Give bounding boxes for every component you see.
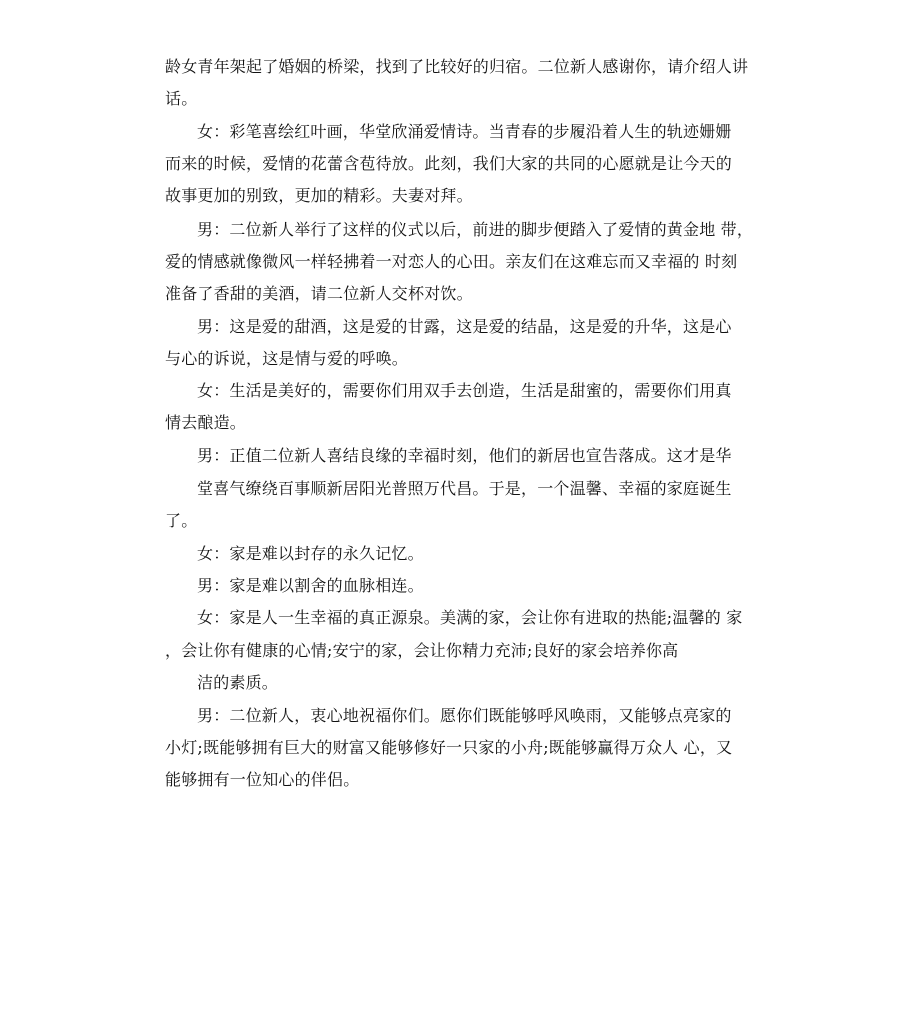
text-line: 女：家是人一生幸福的真正源泉。美满的家，会让你有进取的热能;温馨的 家: [197, 608, 743, 627]
text-line: 准备了香甜的美酒，请二位新人交杯对饮。: [165, 284, 473, 303]
text-line: 男：家是难以割舍的血脉相连。: [197, 576, 424, 595]
text-line: 男：二位新人，衷心地祝福你们。愿你们既能够呼风唤雨，又能够点亮家的: [197, 706, 732, 725]
text-line: 小灯;既能够拥有巨大的财富又能够修好一只家的小舟;既能够赢得万众人 心，又: [165, 738, 733, 757]
text-line: 话。: [165, 89, 198, 108]
text-line: 故事更加的别致，更加的精彩。夫妻对拜。: [165, 186, 473, 205]
text-line: 男：正值二位新人喜结良缘的幸福时刻，他们的新居也宣告落成。这才是华: [197, 446, 732, 465]
text-line: 与心的诉说，这是情与爱的呼唤。: [165, 349, 409, 368]
text-line: ，会让你有健康的心情;安宁的家，会让你精力充沛;良好的家会培养你高: [165, 641, 679, 660]
text-line: 能够拥有一位知心的伴侣。: [165, 770, 360, 789]
text-line: 女：生活是美好的，需要你们用双手去创造，生活是甜蜜的，需要你们用真: [197, 381, 732, 400]
text-line: 男：这是爱的甜酒，这是爱的甘露，这是爱的结晶，这是爱的升华，这是心: [197, 317, 732, 336]
text-line: 爱的情感就像微风一样轻拂着一对恋人的心田。亲友们在这难忘而又幸福的 时刻: [165, 252, 738, 271]
text-line: 而来的时候，爱情的花蕾含苞待放。此刻，我们大家的共同的心愿就是让今天的: [165, 154, 733, 173]
text-line: 堂喜气缭绕百事顺新居阳光普照万代昌。于是，一个温馨、幸福的家庭诞生: [197, 479, 732, 498]
text-line: 洁的素质。: [197, 673, 279, 692]
text-line: 龄女青年架起了婚姻的桥梁，找到了比较好的归宿。二位新人感谢你，请介绍人讲: [165, 57, 749, 76]
text-line: 女：家是难以封存的永久记忆。: [197, 544, 424, 563]
text-line: 了。: [165, 511, 198, 530]
text-line: 女：彩笔喜绘红叶画，华堂欣涌爱情诗。当青春的步履沿着人生的轨迹姗姗: [197, 122, 732, 141]
text-line: 情去酿造。: [165, 413, 247, 432]
text-line: 男：二位新人举行了这样的仪式以后，前进的脚步便踏入了爱情的黄金地 带，: [197, 220, 754, 239]
